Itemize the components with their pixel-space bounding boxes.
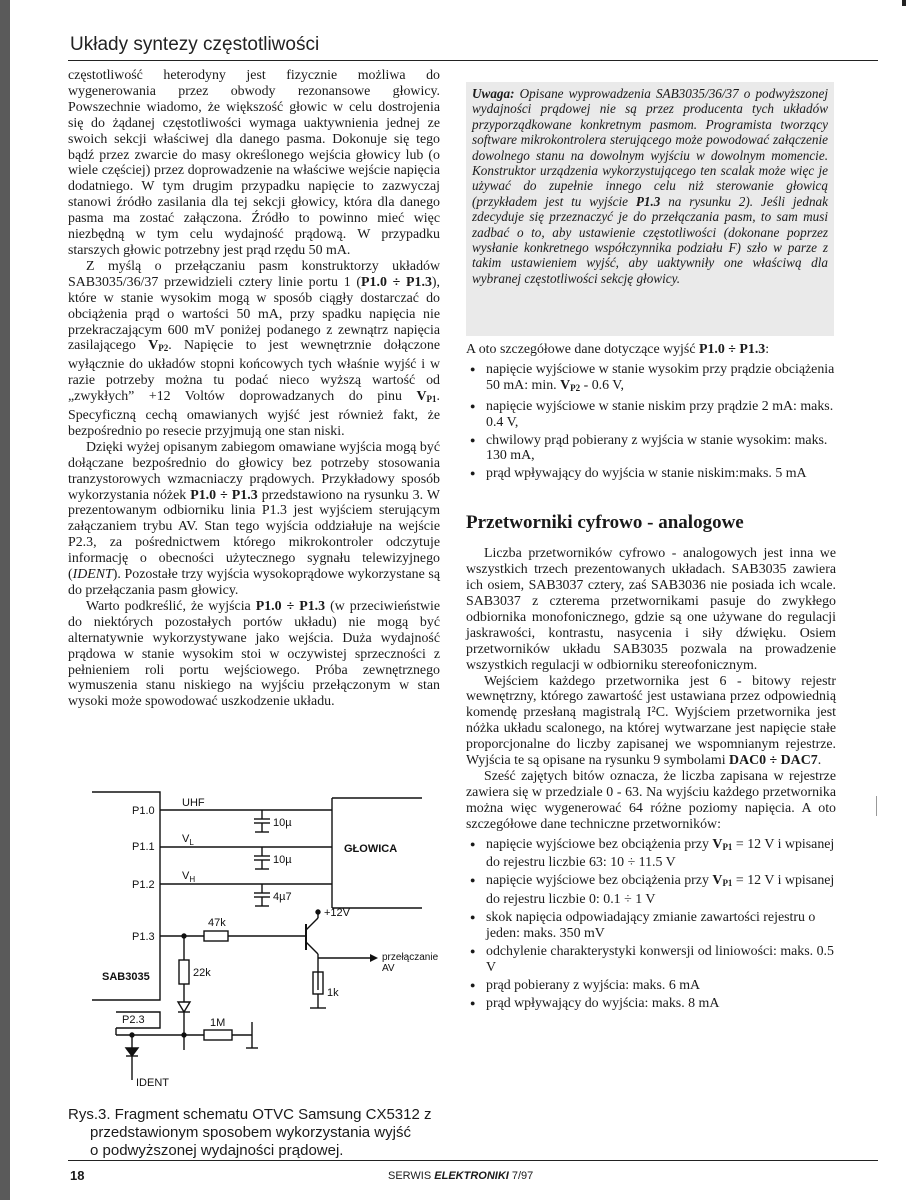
right-column [466,342,836,1014]
note-bold: P1.3 [635,193,661,209]
text-run: = 12 V i wpisanej do rejestru liczbie 0: 0.1 ÷ 1 V [486,873,835,908]
text-italic: IDENT [72,567,113,583]
caption-line: przedstawionym sposobem wykorzystania wyjść [90,1124,411,1141]
text-run: : [765,342,770,357]
dac-specs-list [466,837,836,1012]
capacitor-label: 10µ [273,854,292,866]
text-run: ), które w stanie wysokim mogą w sposób ciągły dostarczać do obciążenia prąd o wartości 50 mA, przy spadku napięcia nie przekraczającym 600 mV poniżej podanego z zewnątrz napięcia zasilającego [68,274,441,354]
left-paragraph-4 [68,599,440,710]
text-run: A oto szczegółowe dane dotyczące wyjść [466,342,699,357]
list-item: ● napięcie wyjściowe w stanie niskim przy prądzie 2 mA: maks. 0.4 V, [486,399,836,431]
list-item: ● odchylenie charakterystyki konwersji od liniowości: maks. 0.5 V [486,944,836,976]
text-run: SERWIS [388,1170,435,1182]
text-run: Z myślą o przełączaniu pasm konstruktorzy układów SAB3035/36/37 przewidzieli cztery linie portu 1 ( [68,258,440,290]
symbol-v: V [148,338,159,354]
list-item: ● chwilowy prąd pobierany z wyjścia w stanie wysokim: maks. 130 mA, [486,433,836,465]
left-column [68,68,440,710]
magazine-name [388,1170,533,1182]
list-item [486,873,836,908]
footer-rule [68,1160,878,1161]
text-run: (w przeciwieństwie do niektórych pozostałych portów układu) nie mogą być alternatywnie wykorzystywane jako wejścia. Duża wydajność prądowa w stanie wysokim stoi w oczywistej sprzeczności z pełnieniem roli portu wejściowego. Próba zewnętrznego wymuszenia stanu niskiego na wyjściu przełączonym w stan wysoki może spowodować uszkodzenie układu. [68,598,440,710]
text-bold: P1.0 ÷ P1.3 [361,274,432,290]
pin-label: P1.2 [132,879,155,891]
text-run: Dzięki wyżej opisanym zabiegom omawiane wyjścia mogą być dołączane bezpośrednio do głowicy bez potrzeby stosowania tranzystorowych wzmacniaczy prądowych. Przykładowy sposób wykorzystania nóżek [68,439,440,503]
pin-label: P1.1 [132,841,155,853]
ident-label: IDENT [136,1077,169,1089]
header-rule [68,60,878,61]
vh-symbol: V [182,870,190,882]
diode-icon [178,1002,190,1012]
symbol-v: V [416,389,427,405]
right-paragraph-1: Liczba przetworników cyfrowo - analogowych jest inna we wszystkich trzech prezentowanych układach. SAB3035 zawiera ich osiem, SAB3037 cztery, zaś SAB3036 nie posiada ich wcale. SAB3037 z czterema przetwornikami pasuje do zwykłego odbiornika monofonicznego, gdzie są one używane do regulacji jaskrawości, kontrastu, nasycenia i siły dźwięku. Osiem przetworników układu SAB3035 pozwala na prowadzenie wszystkich regulacji w odbiorniku stereofonicznym. [466,546,836,673]
figure-caption [68,1106,448,1160]
vl-sub: L [189,838,194,847]
magazine-logo-text: ELEKTRONIKI [434,1170,509,1182]
symbol-v: V [712,836,723,852]
note-lead: Uwaga: [472,86,515,101]
arrow-icon [370,954,378,962]
capacitor-c2 [254,847,270,869]
right-paragraph-3: Sześć zajętych bitów oznacza, że liczba zapisana w rejestrze zawiera się w przedziale 0 - 63. Na wyjściu każdego przetwornika można więc wygenerować 64 różne poziomy napięcia. A oto szczegółowe dane techniczne przetworników: [466,768,836,832]
capacitor-c3 [254,884,270,906]
text-bold: P1.0 ÷ P1.3 [255,598,326,614]
symbol-sub: P1 [722,841,733,852]
vl-symbol: V [182,833,190,845]
text-run: Wejściem każdego przetwornika jest 6 - bitowy rejestr wewnętrzny, którego zawartość jest ustawiana przez odpowiednią komendę przesłaną magistralą I²C. Wyjściem przetwornika jest nóżka układu scalonego, na której wytwarzane jest napięcie stałe proporcjonalne do liczby zapisanej we wspomnianym rejestrze. Wyjścia te są opisane na rysunku 9 symbolami [466,673,836,769]
switch-label: AV [382,963,395,974]
note-text: Opisane wyprowadzenia SAB3035/36/37 o podwyższonej wydajności prądowej nie są przez producenta tych układów przyporządkowane konkretnym pasmom. Programista tworzący software mikrokontrolera sterującego może powodować załączenie dowolnego stanu na dowolnym wyjściu w dowolnym momencie. Konstruktor urządzenia wykorzystującego ten scalak może więc je używać do zupełnie innego celu niż sterowanie głowicą (przykładem jest tu wyjście [472,86,828,209]
resistor-r4 [204,1030,232,1040]
symbol-sub: P2 [158,343,169,354]
chip-label: SAB3035 [102,971,150,983]
output-specs-list [466,362,836,482]
scan-mark [902,0,906,6]
resistor-label: 1M [210,1017,226,1029]
pin-label: P1.3 [132,931,155,943]
symbol-sub: P1 [426,394,437,405]
junction [182,934,186,938]
capacitor-c1 [254,810,270,832]
list-item: ● prąd wpływający do wyjścia w stanie niskim:maks. 5 mA [486,466,836,482]
text-run: napięcie wyjściowe bez obciążenia przy [486,873,713,889]
right-paragraph-2 [466,674,836,769]
tuner-label: GŁOWICA [344,843,398,855]
text-run: napięcie wyjściowe w stanie wysokim przy prądzie obciążenia 50 mA: min. [486,361,835,393]
pin-label: P1.0 [132,805,155,817]
note-text: na rysunku 2). Jeśli jednak zdecyduje się przeznaczyć je do przełączania pasm, to sam musi zadbać o to, aby ustawienie częstotliwości (dokonane poprzez wysłanie konkretnego współczynnika podziału F) szło w parze z takim ustawieniem wyjść, aby uaktywniły one właściwą dla wybranej częstotliwości sekcję głowicy. [472,193,828,286]
scan-edge [0,0,10,1200]
text-run: ). Pozostałe trzy wyjścia wysokoprądowe wykorzystane są do przełączania pasm głowicy. [68,567,440,598]
text-run: . [817,753,822,769]
note-box [466,82,834,336]
schematic-figure [92,790,439,1096]
resistor-r1 [204,931,228,941]
left-paragraph-1: częstotliwość heterodyny jest fizycznie możliwa do wygenerowania przez obwody rezonansowe głowicy. Powszechnie wiadomo, że większość głowic w celu dostrojenia się do żądanej częstotliwości wymaga uaktywnienia jednej ze swoich sekcji właściwej dla danego pasma. Dokonuje się tego bądź przez zwarcie do masy określonego wejścia głowicy lub (o wiele częściej) przez doprowadzenie na właściwe wejście napięcia dodatniego. W tym drugim przypadku napięcie to zazwyczaj stanowi źródło zasilania dla tej sekcji głowicy, która dla danego pasma ma zostać załączona. Źródło to powinno mieć więc niezbędną w tym celu wydajność prądową. W przypadku starszych głowic potrzebny jest prąd rzędu 50 mA. [68,68,440,258]
text-run: Warto podkreślić, że wyjścia [86,598,256,614]
symbol-v: V [712,873,723,889]
text-bold: P1.0 ÷ P1.3 [698,342,766,357]
list-item [486,362,836,397]
text-bold: P1.0 ÷ P1.3 [190,487,258,503]
vh-sub: H [189,875,196,884]
caption-line: Rys.3. Fragment schematu OTVC Samsung CX5312 z [68,1106,432,1123]
scan-artifact [876,796,877,816]
vl-label [182,833,194,847]
symbol-v: V [560,377,571,393]
resistor-label: 22k [193,967,211,979]
text-bold: DAC0 ÷ DAC7 [729,753,818,769]
text-run: przedstawiono na rysunku 3. W prezentowanym odbiorniku linia P1.3 jest wyjściem sterującym załączaniem trybu AV. Stan tego wyjścia oddziałuje na wejście P2.3, za pośrednictwem którego mikrokontroler odczytuje informację o obecności użytecznego sygnału telewizyjnego ( [68,487,440,583]
capacitor-label: 4µ7 [273,891,292,903]
resistor-label: 1k [327,987,339,999]
uhf-label: UHF [182,797,205,809]
junction [130,1033,134,1037]
resistor-label: 47k [208,917,226,929]
capacitor-label: 10µ [273,817,292,829]
issue-number: 7/97 [508,1170,534,1182]
list-item: ● prąd wpływający do wyjścia: maks. 8 mA [486,996,836,1012]
left-paragraph-3 [68,440,440,599]
page-number: 18 [70,1168,85,1183]
vh-label [182,870,195,884]
list-item: ● skok napięcia odpowiadający zmianie zawartości rejestru o jeden: maks. 350 mV [486,910,836,942]
text-run: - 0.6 V, [580,377,625,393]
list-item [486,837,836,872]
running-head: Układy syntezy częstotliwości [70,34,320,55]
switch-label: przełączanie [382,952,439,963]
caption-line: o podwyższonej wydajności prądowej. [90,1142,344,1159]
text-run: . Napięcie to jest wewnętrznie dołączone wyłącznie do układów stopni końcowych tych właśnie wyjść i w razie potrzeby można tu podać nieco wyższą wartość od „zwykłych” +12 Voltów doprowadzanych do pinu [68,338,440,405]
left-paragraph-2 [68,259,440,440]
text-run: . Specyficzną cechą omawianych wyjść jest również fakt, że bezpośrednio po resecie przyjmują one stan niski. [68,389,440,439]
text-run: = 12 V i wpisanej do rejestru liczbie 63: 10 ÷ 11.5 V [486,836,835,871]
resistor-r2 [179,960,189,984]
text-run: napięcie wyjściowe bez obciążenia przy [486,836,713,852]
diode-icon [126,1048,138,1056]
chip-outline [92,792,160,1000]
symbol-sub: P1 [722,878,733,889]
section-heading: Przetworniki cyfrowo - analogowe [466,512,744,534]
supply-label: +12V [324,907,350,919]
pin-label: P2.3 [122,1014,145,1026]
list-item: ● prąd pobierany z wyjścia: maks. 6 mA [486,978,836,994]
right-intro [466,342,836,358]
symbol-sub: P2 [570,382,581,393]
